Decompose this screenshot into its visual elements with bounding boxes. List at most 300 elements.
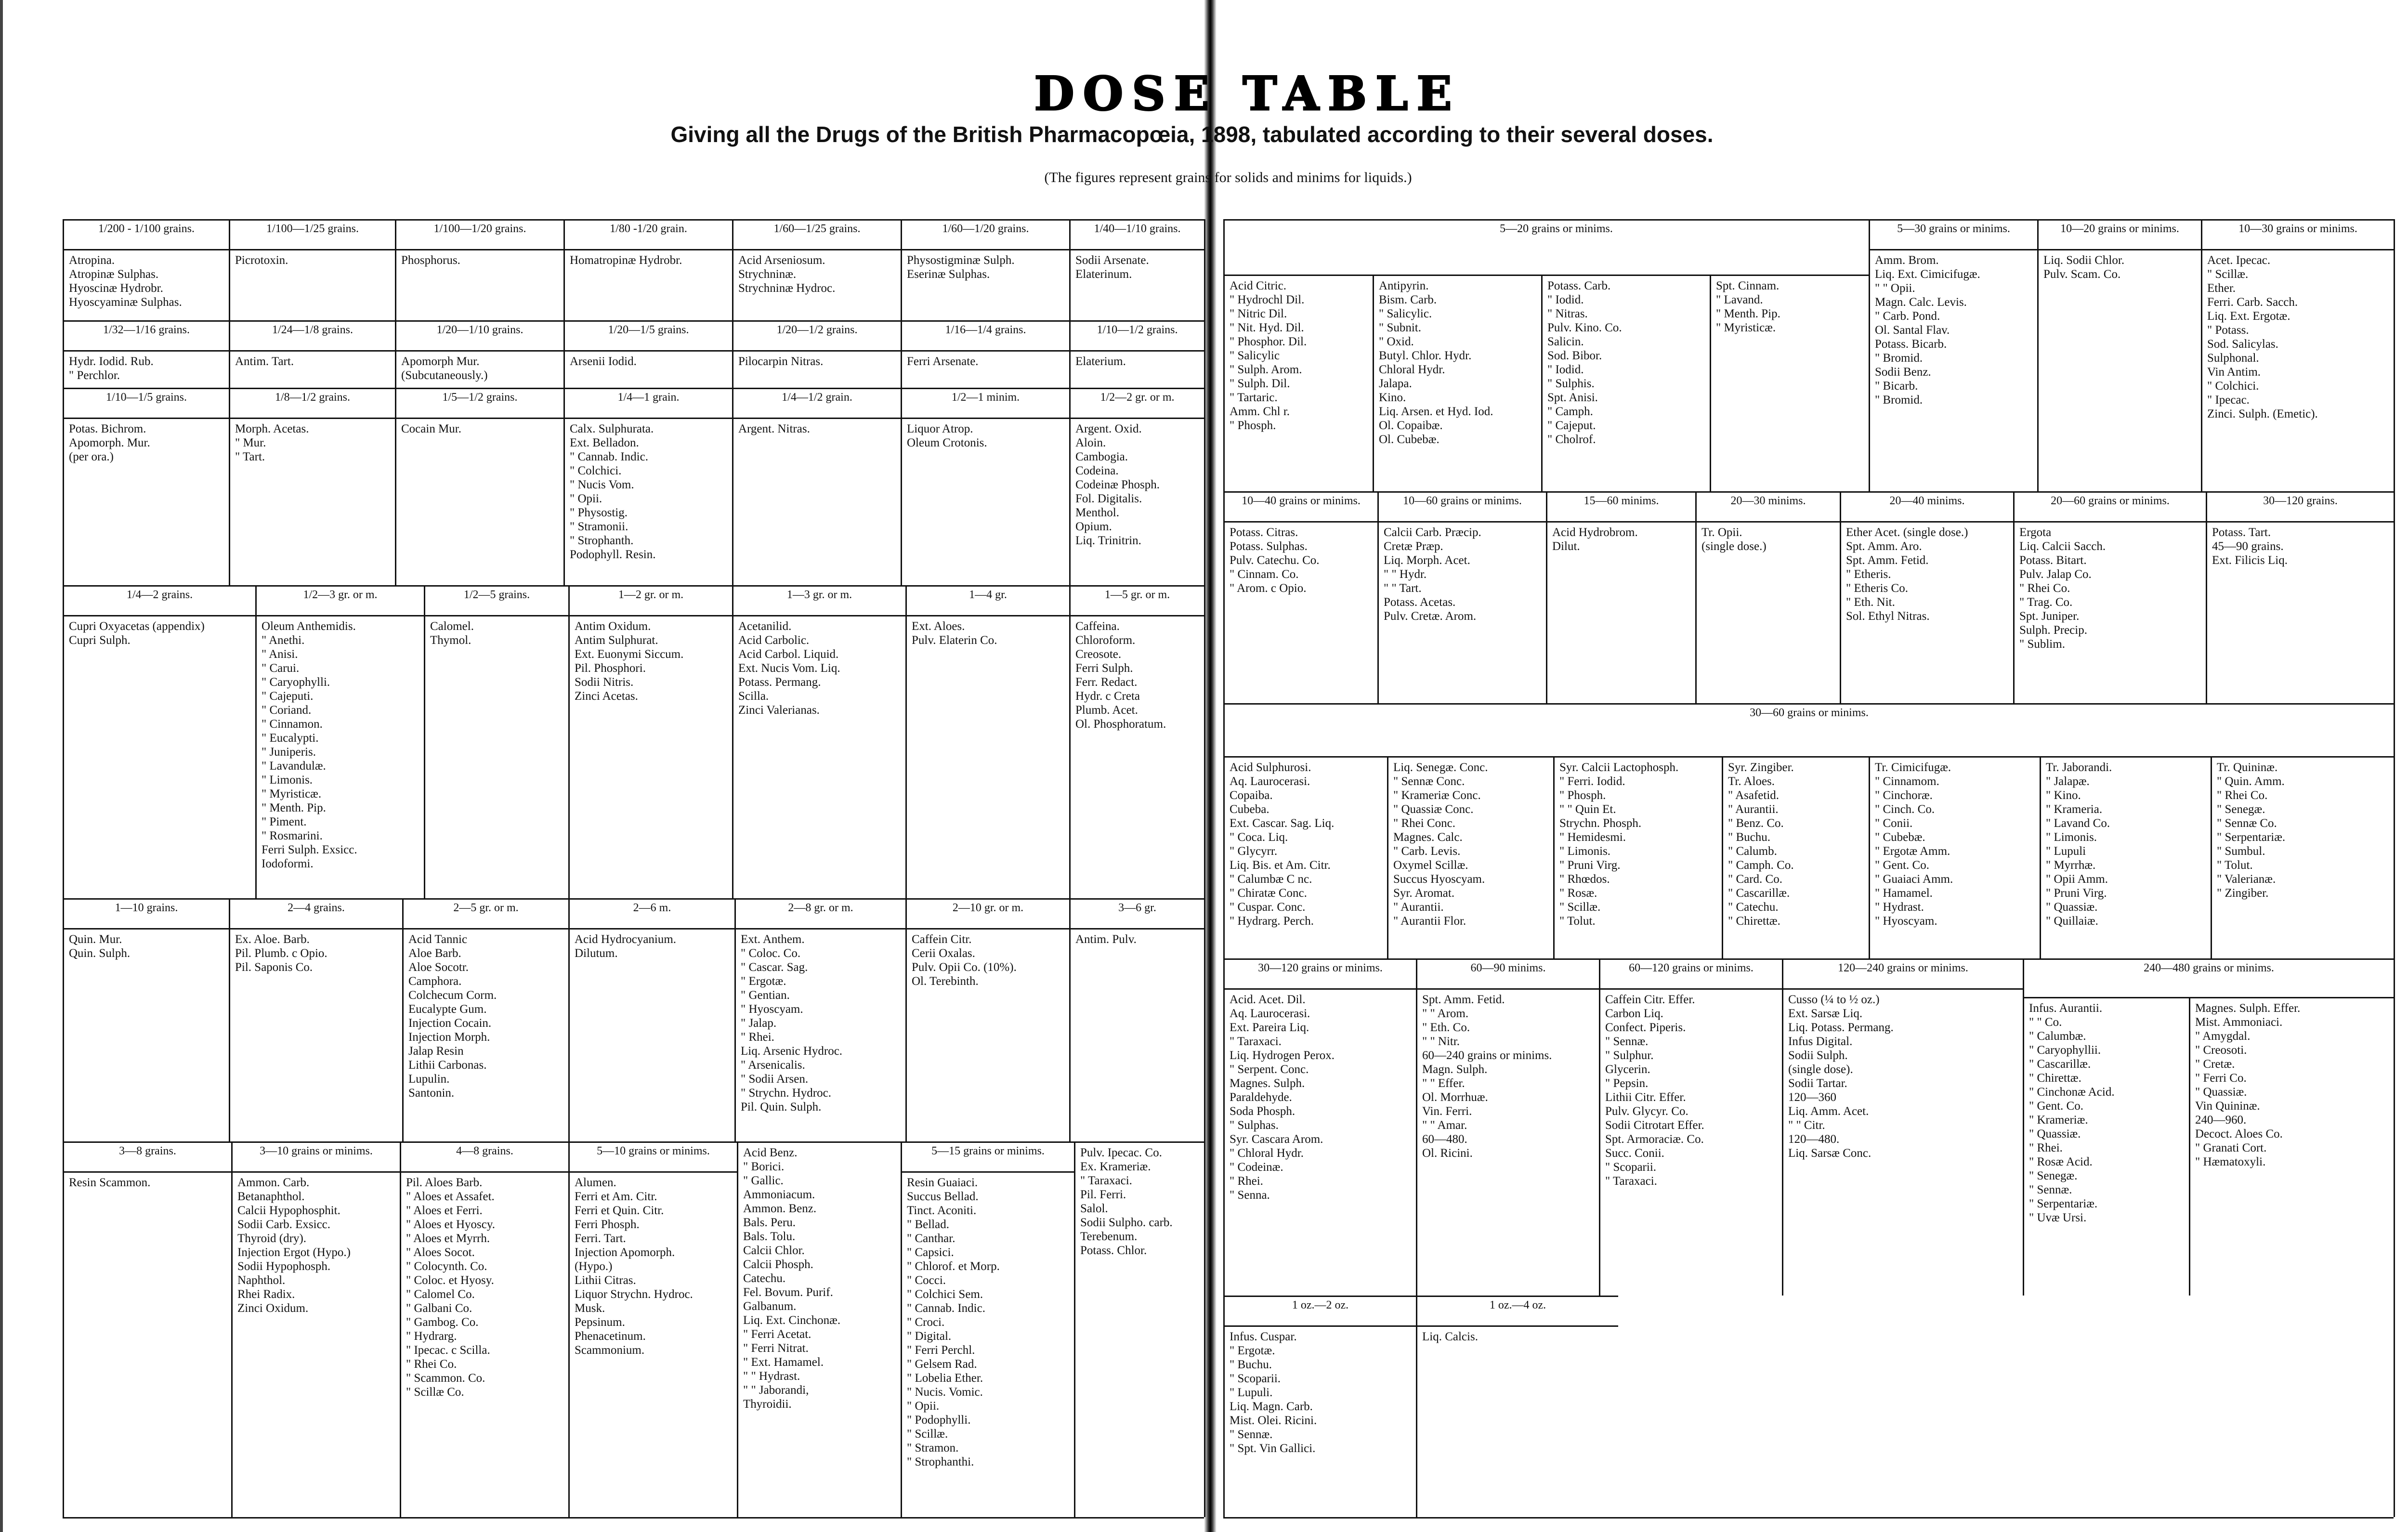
dose-cell	[1223, 491, 1377, 703]
drug-item: " Conii.	[1875, 817, 1913, 830]
drug-item: Carbon Liq.	[1605, 1007, 1663, 1020]
drug-list	[1870, 250, 2037, 407]
drug-item: Injection Cocain.	[408, 1017, 492, 1030]
drug-item: Codeina.	[1075, 464, 1119, 477]
drug-item: " Lupuli	[2046, 845, 2086, 858]
drug-item: Ext. Euonymi Siccum.	[575, 648, 684, 661]
dose-cell	[732, 585, 905, 898]
drug-item: 45—90 grains.	[2212, 540, 2284, 553]
dose-cell	[2189, 997, 2394, 1296]
drug-item: Tr. Quininæ.	[2217, 761, 2278, 774]
drug-list	[1075, 1143, 1204, 1257]
drug-item: Bals. Peru.	[743, 1216, 796, 1229]
drug-item: Pepsinum.	[575, 1316, 625, 1329]
drug-item: Colchecum Corm.	[408, 989, 497, 1002]
drug-item: Morph. Acetas.	[235, 422, 309, 435]
dose-range-header: 1/16—1/4 grains.	[902, 322, 1069, 352]
dose-range-header: 20—40 minims.	[1841, 493, 2013, 523]
drug-item: Acet. Ipecac.	[2207, 254, 2271, 267]
drug-item: " Sennæ.	[2029, 1183, 2072, 1196]
drug-item: " Lupuli.	[1230, 1386, 1273, 1399]
drug-item: Musk.	[575, 1302, 605, 1315]
drug-item: Phenacetinum.	[575, 1330, 646, 1343]
drug-list	[1417, 1327, 1618, 1344]
drug-item: Injection Ergot (Hypo.)	[237, 1246, 351, 1259]
drug-item: " Limonis.	[1559, 845, 1611, 858]
drug-item: Caffein Citr. Effer.	[1605, 993, 1695, 1006]
drug-item: " Aloes et Ferri.	[406, 1204, 483, 1217]
drug-item: " Tolut.	[1559, 915, 1596, 928]
drug-item: " Lobelia Ether.	[907, 1372, 983, 1385]
drug-item: " Stramon.	[907, 1441, 959, 1454]
drug-item: Ol. Santal Flav.	[1875, 324, 1950, 337]
drug-item: " Cubebæ.	[1875, 831, 1925, 844]
dose-range-header: 10—40 grains or minims.	[1225, 493, 1377, 523]
dose-range-header: 1/200 - 1/100 grains.	[64, 221, 229, 250]
drug-item: " Phosphor. Dil.	[1230, 335, 1307, 348]
drug-item: Aloin.	[1075, 436, 1106, 449]
drug-item: " Buchu.	[1728, 831, 1770, 844]
dose-cell	[1722, 756, 1869, 958]
dose-cell	[63, 219, 229, 320]
drug-item: " Guaiaci Amm.	[1875, 873, 1953, 886]
book-spine	[1204, 0, 1217, 1532]
dose-range-header: 1/60—1/20 grains.	[902, 221, 1069, 250]
drug-item: Tr. Opii.	[1701, 526, 1742, 539]
drug-item: Rhei Radix.	[237, 1288, 295, 1301]
drug-item: " Limonis.	[2046, 831, 2097, 844]
drug-item: Lithii Citr. Effer.	[1605, 1091, 1686, 1104]
dose-cell	[1223, 703, 2394, 756]
drug-item: Glycerin.	[1605, 1063, 1650, 1076]
dose-cell	[395, 388, 563, 585]
drug-item: Sodii Tartar.	[1788, 1077, 1847, 1090]
drug-item: Ferri et Quin. Citr.	[575, 1204, 664, 1217]
drug-item: Infus. Aurantii.	[2029, 1002, 2103, 1015]
dose-cell	[2040, 756, 2211, 958]
drug-item: Antim Oxidum.	[575, 620, 651, 633]
drug-item: Ferri Sulph.	[1075, 662, 1133, 675]
drug-list	[64, 419, 229, 464]
dose-cell	[1069, 219, 1204, 320]
drug-item: " Nitras.	[1547, 307, 1588, 320]
drug-item: Lupulin.	[408, 1073, 450, 1086]
drug-list	[2041, 758, 2211, 928]
drug-item: Jalap Resin	[408, 1045, 464, 1058]
drug-item: Copaiba.	[1230, 789, 1273, 802]
drug-item: Sodii Carb. Exsicc.	[237, 1218, 331, 1231]
drug-item: Succ. Conii.	[1605, 1147, 1664, 1160]
drug-list	[1697, 523, 1840, 553]
drug-item: Terebenum.	[1080, 1230, 1138, 1243]
drug-item: Pulv. Ipecac. Co.	[1080, 1146, 1162, 1159]
dose-cell	[2023, 997, 2189, 1296]
drug-list	[230, 930, 402, 974]
drug-item: " Tart.	[235, 450, 265, 463]
drug-item: " Rosmarini.	[262, 829, 323, 842]
drug-list	[2207, 523, 2394, 567]
drug-list	[257, 616, 424, 871]
drug-item: Potass. Permang.	[738, 676, 821, 689]
dose-cell	[1387, 756, 1553, 958]
drug-item: " Hydrarg.	[406, 1330, 457, 1343]
drug-item: " " Jaborandi,	[743, 1384, 809, 1397]
drug-item: Calcii Hypophosphit.	[237, 1204, 340, 1217]
drug-item: " " Amar.	[1422, 1119, 1467, 1132]
drug-item: " Carui.	[262, 662, 300, 675]
drug-item: (Subcutaneously.)	[401, 369, 488, 382]
drug-item: Thymol.	[430, 634, 471, 647]
drug-list	[738, 1143, 901, 1411]
dose-cell	[1869, 219, 2037, 491]
drug-item: Liq. Arsen. et Hyd. Iod.	[1379, 405, 1493, 418]
drug-item: " " Nitr.	[1422, 1035, 1460, 1048]
dose-cell	[1546, 491, 1695, 703]
drug-item: Elaterium.	[1075, 355, 1126, 368]
drug-item: Antim. Tart.	[235, 355, 294, 368]
drug-item: Potas. Bichrom.	[69, 422, 146, 435]
drug-item: Ol. Cubebæ.	[1379, 433, 1440, 446]
drug-item: " Digital.	[907, 1330, 952, 1343]
drug-item: " Pruni Virg.	[2046, 887, 2107, 900]
drug-item: " Rhei Conc.	[1393, 817, 1455, 830]
drug-item: " " Tart.	[1384, 582, 1422, 595]
dose-cell	[1223, 219, 1888, 275]
drug-item: (single dose.)	[1701, 540, 1767, 553]
drug-item: Pil. Saponis Co.	[235, 961, 313, 974]
drug-list	[1600, 990, 1782, 1188]
drug-item: " Chiratæ Conc.	[1230, 887, 1307, 900]
drug-item: Antipyrin.	[1379, 279, 1429, 292]
dose-cell	[1869, 756, 2040, 958]
dose-cell	[231, 1141, 400, 1517]
drug-item: " Chirettæ.	[1728, 915, 1780, 928]
drug-item: " Ferri Perchl.	[907, 1344, 975, 1357]
drug-list	[2015, 523, 2206, 651]
drug-item: " Camph. Co.	[1728, 859, 1794, 872]
drug-item: Arsenii Iodid.	[570, 355, 637, 368]
drug-item: Ammoniacum.	[743, 1188, 815, 1201]
dose-cell	[905, 898, 1069, 1141]
drug-item: " Strophanthi.	[907, 1455, 974, 1468]
units-note: (The figures represent grains for solids and minims for liquids.)	[1044, 170, 1412, 185]
drug-item: Atropinæ Sulphas.	[69, 268, 159, 281]
drug-item: Ferri Arsenate.	[907, 355, 979, 368]
drug-item: " Colchici.	[570, 464, 622, 477]
drug-list	[1225, 276, 1373, 432]
drug-item: " Valerianæ.	[2217, 873, 2276, 886]
drug-item: " Scillæ Co.	[406, 1386, 464, 1399]
drug-item: " Cinch. Co.	[1875, 803, 1935, 816]
dose-range-header: 1/10—1/2 grains.	[1071, 322, 1204, 352]
drug-item: Liq. Hydrogen Perox.	[1230, 1049, 1335, 1062]
dose-cell	[901, 320, 1069, 388]
dose-range-header: 1/20—1/5 grains.	[565, 322, 732, 352]
dose-range-header: 1—10 grains.	[64, 900, 229, 930]
drug-item: " Rhei.	[1230, 1175, 1263, 1188]
drug-item: Liq. Calcii Sacch.	[2019, 540, 2106, 553]
dose-cell	[1541, 275, 1710, 491]
drug-item: Butyl. Chlor. Hydr.	[1379, 349, 1472, 362]
drug-item: " Aloes et Hyoscy.	[406, 1218, 495, 1231]
drug-item: Zinci Oxidum.	[237, 1302, 309, 1315]
drug-item: Aloe Barb.	[408, 947, 461, 960]
dose-cell	[229, 898, 402, 1141]
dose-range-header: 1—5 gr. or m.	[1071, 587, 1204, 616]
drug-item: " Taraxaci.	[1230, 1035, 1282, 1048]
drug-list	[733, 419, 901, 436]
drug-item: " Krameria.	[2046, 803, 2103, 816]
drug-item: Strychninæ Hydroc.	[738, 282, 836, 295]
drug-item: " Potass.	[2207, 324, 2249, 337]
drug-item: Spt. Cinnam.	[1716, 279, 1780, 292]
drug-item: Paraldehyde.	[1230, 1091, 1292, 1104]
drug-item: " Phosph.	[1559, 789, 1606, 802]
drug-item: " Trag. Co.	[2019, 596, 2073, 609]
drug-item: " Rhei.	[2029, 1141, 2063, 1154]
dose-range-header: 1/100—1/20 grains.	[396, 221, 563, 250]
drug-item: Infus. Cuspar.	[1230, 1330, 1297, 1343]
drug-item: " Galbani Co.	[406, 1302, 472, 1315]
drug-list	[2212, 758, 2394, 900]
dose-cell	[1710, 275, 1869, 491]
drug-item: Kino.	[1379, 391, 1406, 404]
drug-item: Dilutum.	[575, 947, 618, 960]
drug-item: " Calomel Co.	[406, 1288, 475, 1301]
dose-cell	[905, 585, 1069, 898]
dose-range-header: 1/20—1/10 grains.	[396, 322, 563, 352]
dose-range-header: 1/2—5 grains.	[425, 587, 568, 616]
dose-range-header: 1/2—1 minim.	[902, 389, 1069, 419]
drug-item: " Myristicæ.	[1716, 321, 1776, 334]
dose-range-header: 3—10 grains or minims.	[233, 1143, 400, 1173]
drug-item: Pulv. Kino. Co.	[1547, 321, 1622, 334]
drug-item: " Lavand Co.	[2046, 817, 2110, 830]
drug-item: Elaterinum.	[1075, 268, 1132, 281]
drug-item: Ext. Anthem.	[741, 933, 805, 946]
drug-item: " Ferri Co.	[2195, 1072, 2247, 1085]
drug-item: Ferri Sulph. Exsicc.	[262, 843, 357, 856]
dose-range-header: 20—60 grains or minims.	[2015, 493, 2206, 523]
drug-item: " Gallic.	[743, 1174, 784, 1187]
drug-item: " Ferri. Iodid.	[1559, 775, 1625, 788]
table-rule	[1204, 219, 1205, 1517]
dose-cell	[2037, 219, 2201, 491]
dose-range-header: 1/20—1/2 grains.	[733, 322, 901, 352]
drug-item: " Caryophyllii.	[2029, 1044, 2101, 1057]
drug-item: " Scillæ.	[2207, 268, 2249, 281]
drug-list	[570, 1173, 737, 1357]
drug-item: " Rhei Co.	[406, 1358, 457, 1371]
drug-item: Acid Arseniosum.	[738, 254, 825, 267]
drug-item: " Gentian.	[741, 989, 790, 1002]
drug-item: Ext. Pareira Liq.	[1230, 1021, 1309, 1034]
drug-item: Bals. Tolu.	[743, 1230, 796, 1243]
drug-item: Spt. Armoraciæ. Co.	[1605, 1133, 1704, 1146]
drug-item: Magn. Calc. Levis.	[1875, 296, 1967, 309]
dose-range-header: 1/60—1/25 grains.	[733, 221, 901, 250]
dose-cell	[400, 1141, 568, 1517]
drug-item: Magnes. Calc.	[1393, 831, 1463, 844]
drug-item: Spt. Amm. Aro.	[1846, 540, 1922, 553]
dose-range-header: 5—15 grains or minims.	[902, 1143, 1074, 1173]
drug-item: Strychninæ.	[738, 268, 797, 281]
drug-item: 60—480.	[1422, 1133, 1467, 1146]
drug-item: Camphora.	[408, 975, 462, 988]
drug-item: Liq. Magn. Carb.	[1230, 1400, 1313, 1413]
dose-range-header: 240—480 grains or minims.	[2144, 962, 2274, 974]
drug-item: Cocain Mur.	[401, 422, 461, 435]
drug-item: Tr. Aloes.	[1728, 775, 1775, 788]
dose-range-header: 1/2—3 gr. or m.	[257, 587, 424, 616]
drug-item: " Pruni Virg.	[1559, 859, 1621, 872]
dose-cell	[1223, 958, 1416, 1296]
drug-item: Potass. Bicarb.	[1875, 338, 1947, 351]
drug-item: Potass. Tart.	[2212, 526, 2271, 539]
drug-item: Ammon. Carb.	[237, 1176, 310, 1189]
drug-item: Acid Hydrocyanium.	[575, 933, 677, 946]
dose-range-header: 1/10—1/5 grains.	[64, 389, 229, 419]
drug-list	[230, 419, 395, 464]
drug-item: Amm. Brom.	[1875, 254, 1939, 267]
drug-item: Oxymel Scillæ.	[1393, 859, 1468, 872]
drug-list	[2039, 250, 2201, 281]
drug-item: " Ferri Acetat.	[743, 1328, 811, 1341]
drug-item: Oleum Anthemidis.	[262, 620, 356, 633]
drug-list	[1783, 990, 2023, 1160]
drug-list	[64, 616, 255, 647]
drug-item: " Menth. Pip.	[1716, 307, 1780, 320]
drug-item: Resin Scammon.	[69, 1176, 151, 1189]
drug-item: Magnes. Sulph.	[1230, 1077, 1305, 1090]
drug-item: " Colchici.	[2207, 380, 2259, 393]
drug-item: Eserinæ Sulphas.	[907, 268, 990, 281]
dose-cell	[901, 388, 1069, 585]
drug-item: Bism. Carb.	[1379, 293, 1437, 306]
drug-item: " Nit. Hyd. Dil.	[1230, 321, 1304, 334]
drug-item: Ol. Terebinth.	[912, 975, 979, 988]
drug-list	[1379, 523, 1546, 623]
drug-item: " Coloc. et Hyosy.	[406, 1274, 494, 1287]
drug-item: Acid Benz.	[743, 1146, 798, 1159]
drug-list	[1555, 758, 1722, 928]
dose-cell	[901, 1141, 1074, 1517]
dose-range-header: 1—4 gr.	[907, 587, 1069, 616]
dose-cell	[255, 585, 424, 898]
drug-item: Jalapa.	[1379, 377, 1412, 390]
drug-item: " Cascarillæ.	[1728, 887, 1790, 900]
drug-item: Hyoscinæ Hydrobr.	[69, 282, 163, 295]
drug-item: Ether.	[2207, 282, 2236, 295]
drug-list	[64, 352, 229, 382]
drug-item: " Cinchoræ.	[1875, 789, 1933, 802]
drug-item: 60—240 grains or minims.	[1422, 1049, 1552, 1062]
dose-cell	[2013, 491, 2206, 703]
drug-item: Sodii Sulpho. carb.	[1080, 1216, 1173, 1229]
drug-item: " Tartaric.	[1230, 391, 1278, 404]
drug-item: " Carb. Pond.	[1875, 310, 1940, 323]
drug-item: " Cholrof.	[1547, 433, 1596, 446]
drug-item: Zinci Acetas.	[575, 690, 638, 703]
dose-cell	[734, 898, 905, 1141]
dose-range-header: 2—8 gr. or m.	[736, 900, 905, 930]
dose-cell	[402, 898, 568, 1141]
drug-item: Oleum Crotonis.	[907, 436, 987, 449]
drug-item: Pil. Ferri.	[1080, 1188, 1126, 1201]
drug-item: Potass. Bitart.	[2019, 554, 2087, 567]
drug-item: " Calumb.	[1728, 845, 1777, 858]
drug-item: Creosote.	[1075, 648, 1122, 661]
drug-item: (per ora.)	[69, 450, 114, 463]
drug-item: " Granati Cort.	[2195, 1141, 2267, 1154]
drug-item: Apomorph Mur.	[401, 355, 480, 368]
drug-item: " Ipecac. c Scilla.	[406, 1344, 490, 1357]
drug-item: " Hydrarg. Perch.	[1230, 915, 1314, 928]
dose-range-header: 1/40—1/10 grains.	[1071, 221, 1204, 250]
dose-range-header: 1—2 gr. or m.	[570, 587, 732, 616]
drug-item: Ext. Cascar. Sag. Liq.	[1230, 817, 1335, 830]
drug-item: " Quin. Amm.	[2217, 775, 2285, 788]
drug-item: (Hypo.)	[575, 1260, 613, 1273]
drug-item: " Bellad.	[907, 1218, 949, 1231]
drug-item: Pulv. Jalap Co.	[2019, 568, 2092, 581]
drug-item: Pil. Phosphori.	[575, 662, 646, 675]
drug-item: " Gelsem Rad.	[907, 1358, 977, 1371]
drug-item: " Glycyrr.	[1230, 845, 1278, 858]
dose-cell	[563, 320, 732, 388]
drug-item: " Scillæ.	[1559, 901, 1601, 914]
drug-item: " Spt. Vin Gallici.	[1230, 1442, 1316, 1455]
drug-item: 120—480.	[1788, 1133, 1840, 1146]
drug-item: " Capsici.	[907, 1246, 954, 1259]
drug-item: " Senegæ.	[2029, 1169, 2078, 1182]
dose-range-header: 3—6 gr.	[1071, 900, 1204, 930]
dose-cell	[732, 388, 901, 585]
drug-item: " Creosoti.	[2195, 1044, 2247, 1057]
dose-cell	[568, 585, 732, 898]
drug-item: Sulphonal.	[2207, 352, 2259, 365]
drug-item: Acid. Acet. Dil.	[1230, 993, 1306, 1006]
drug-item: Liq. Bis. et Am. Citr.	[1230, 859, 1331, 872]
dose-cell	[1069, 585, 1204, 898]
drug-item: Atropina.	[69, 254, 115, 267]
dose-range-header: 1/100—1/25 grains.	[230, 221, 395, 250]
drug-item: Apomorph. Mur.	[69, 436, 150, 449]
dose-range-header: 60—120 grains or minims.	[1600, 960, 1782, 990]
drug-item: Sodii Arsenate.	[1075, 254, 1149, 267]
drug-item: " Cinnam. Co.	[1230, 568, 1299, 581]
drug-list	[1374, 276, 1541, 446]
drug-item: Pil. Plumb. c Opio.	[235, 947, 327, 960]
drug-item: Magn. Sulph.	[1422, 1063, 1488, 1076]
dose-cell	[563, 388, 732, 585]
drug-item: Confect. Piperis.	[1605, 1021, 1686, 1034]
drug-item: " " Quin Et.	[1559, 803, 1616, 816]
drug-item: Acetanilid.	[738, 620, 792, 633]
drug-item: " Chlorof. et Morp.	[907, 1260, 1000, 1273]
drug-item: Ergota	[2019, 526, 2052, 539]
drug-item: " Quassiæ Conc.	[1393, 803, 1474, 816]
drug-item: " Caryophylli.	[262, 676, 330, 689]
drug-list	[233, 1173, 400, 1315]
drug-list	[1225, 758, 1387, 928]
drug-list	[1543, 276, 1710, 446]
drug-item: " Borici.	[743, 1160, 785, 1173]
drug-item: Potass. Sulphas.	[1230, 540, 1308, 553]
drug-list	[1071, 930, 1204, 946]
dose-range-header: 5—10 grains or minims.	[570, 1143, 737, 1173]
dose-range-header: 10—20 grains or minims.	[2039, 221, 2201, 250]
